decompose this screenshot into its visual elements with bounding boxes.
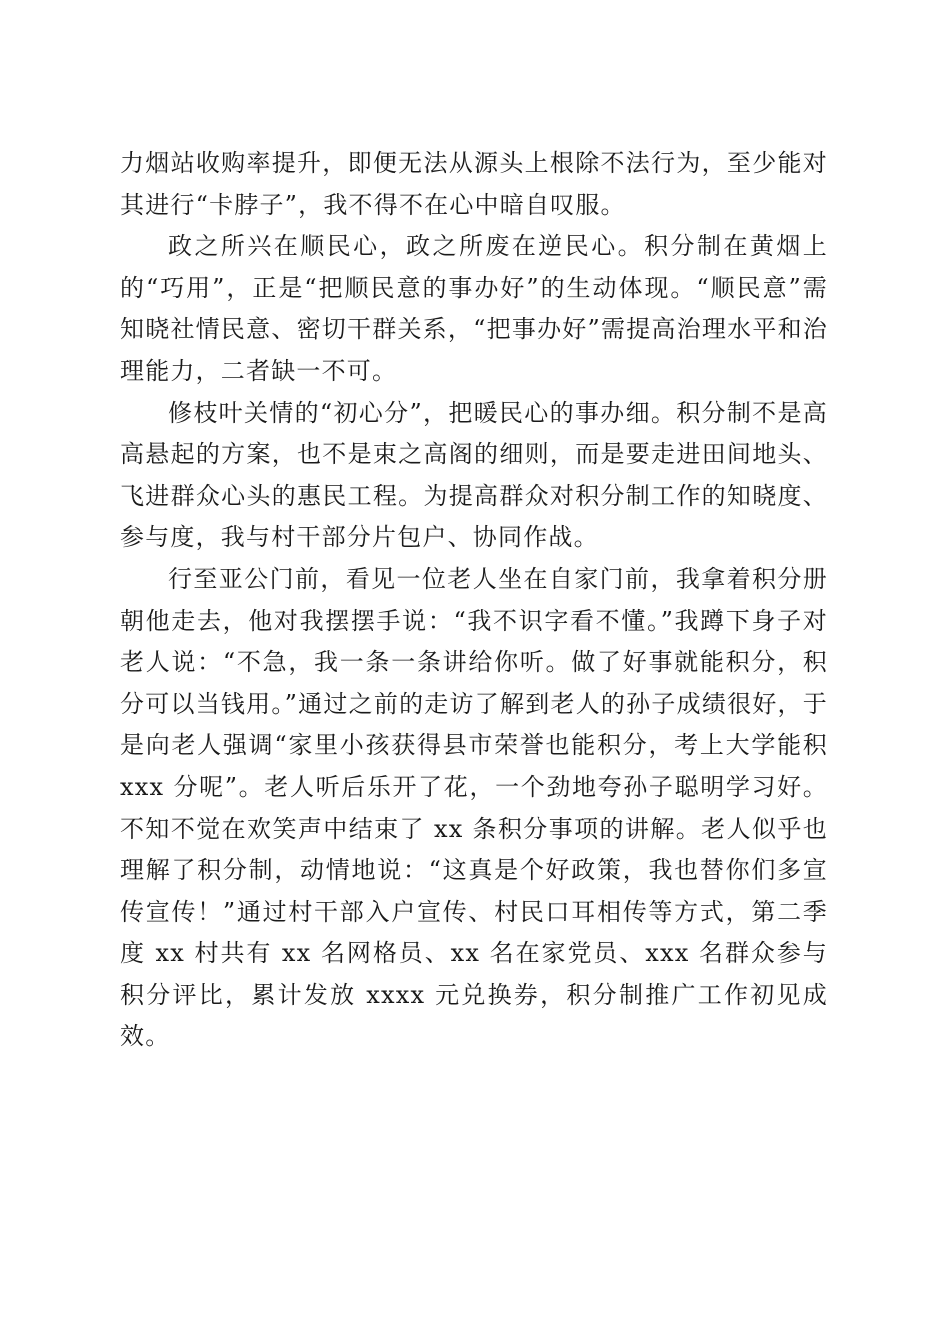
paragraph-3: 修枝叶关情的“初心分”，把暖民心的事办细。积分制不是高高悬起的方案，也不是束之高阁的细则，而是要走进田间地头、飞进群众心头的惠民工程。为提高群众对积分制工作的知晓度、参与度，我与村干部分片包户、协同作战。 (120, 398, 828, 552)
paragraph-4: 行至亚公门前，看见一位老人坐在自家门前，我拿着积分册朝他走去，他对我摆摆手说：“我不识字看不懂。”我蹲下身子对老人说：“不急，我一条一条讲给你听。做了好事就能积分，积分可以当钱用。”通过之前的走访了解到老人的孙子成绩很好，于是向老人强调“家里小孩获得县市荣誉也能积分，考上大学能积 xxx 分呢”。老人听后乐开了花，一个劲地夸孙子聪明学习好。不知不觉在欢笑声中结束了 xx 条积分事项的讲解。老人似乎也理解了积分制，动情地说：“这真是个好政策，我也替你们多宣传宣传！”通过村干部入户宣传、村民口耳相传等方式，第二季度 xx 村共有 xx 名网格员、xx 名在家党员、xxx 名群众参与积分评比，累计发放 xxxx 元兑换券，积分制推广工作初见成效。 (120, 564, 828, 1051)
paragraph-1: 力烟站收购率提升，即便无法从源头上根除不法行为，至少能对其进行“卡脖子”，我不得不在心中暗自叹服。 (120, 149, 828, 219)
document-body (120, 143, 828, 1058)
paragraph-2: 政之所兴在顺民心，政之所废在逆民心。积分制在黄烟上的“巧用”，正是“把顺民意的事办好”的生动体现。“顺民意”需知晓社情民意、密切干群关系，“把事办好”需提高治理水平和治理能力，二者缺一不可。 (120, 232, 828, 385)
